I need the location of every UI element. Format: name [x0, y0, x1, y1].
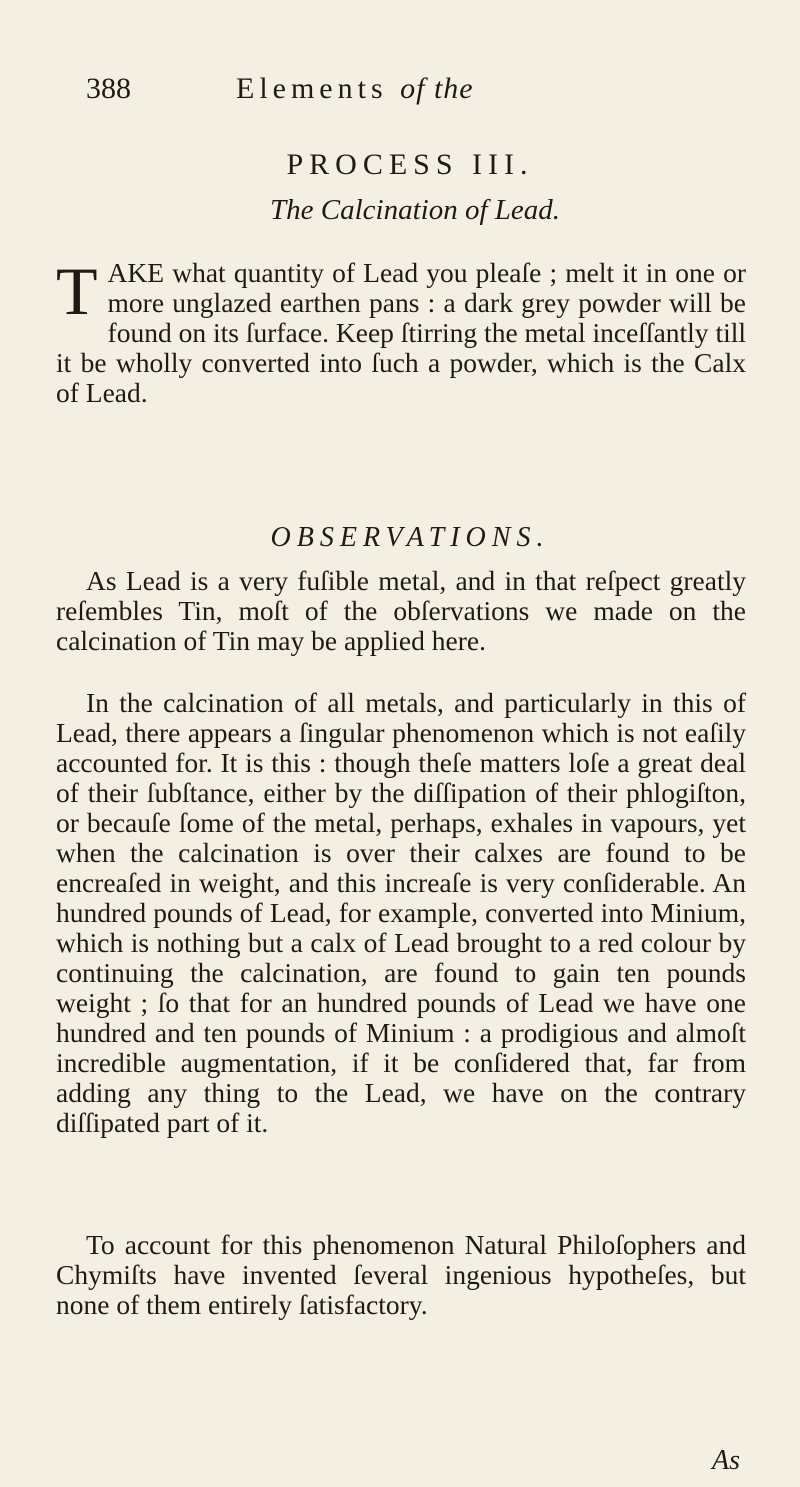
running-title-italic: of the: [400, 72, 474, 105]
page-number: 388: [86, 72, 131, 105]
paragraph-process-instructions: [56, 253, 746, 408]
drop-cap: T: [56, 253, 98, 329]
running-title: [236, 72, 474, 106]
process-subtitle: The Calcination of Lead.: [270, 194, 560, 226]
paragraph-text: AKE what quantity of Lead you pleaſe ; melt it in one or more unglazed earthen pans : a dark grey powder will be found on its ſurface. Keep ſtirring the metal inceſſantly till it be wholly converted into ſuch a powder, which is the Calx of Lead.: [56, 257, 746, 408]
observations-heading: OBSERVATIONS.: [270, 522, 550, 553]
paragraph-observation-1: As Lead is a very fuſible metal, and in that reſpect greatly reſembles Tin, moſt of the obſervations we made on the calcination of Tin may be applied here.: [56, 565, 746, 656]
catchword: As: [712, 1445, 740, 1476]
running-title-main: Elements: [236, 72, 388, 105]
paragraph-observation-2: In the calcination of all metals, and particularly in this of Lead, there appears a ſingular phenomenon which is not eaſily accounted for. It is this : though theſe matters loſe a great deal of their ſubſtance, either by the diſſipation of their phlogiſton, or becauſe ſome of the metal, perhaps, exhales in vapours, yet when the calcination is over their calxes are found to be encreaſed in weight, and this increaſe is very conſiderable. An hundred pounds of Lead, for example, converted into Minium, which is nothing but a calx of Lead brought to a red colour by continuing the calcination, are found to gain ten pounds weight ; ſo that for an hundred pounds of Lead we have one hundred and ten pounds of Minium : a prodigious and almoſt incredible augmentation, if it be conſidered that, far from adding any thing to the Lead, we have on the contrary diſſipated part of it.: [56, 687, 746, 1138]
process-heading: PROCESS III.: [286, 148, 534, 181]
running-head: [86, 72, 766, 122]
paragraph-observation-3: To account for this phenomenon Natural Philoſophers and Chymiſts have invented ſeveral ingenious hypotheſes, but none of them entirely ſatisfactory.: [56, 1229, 746, 1320]
